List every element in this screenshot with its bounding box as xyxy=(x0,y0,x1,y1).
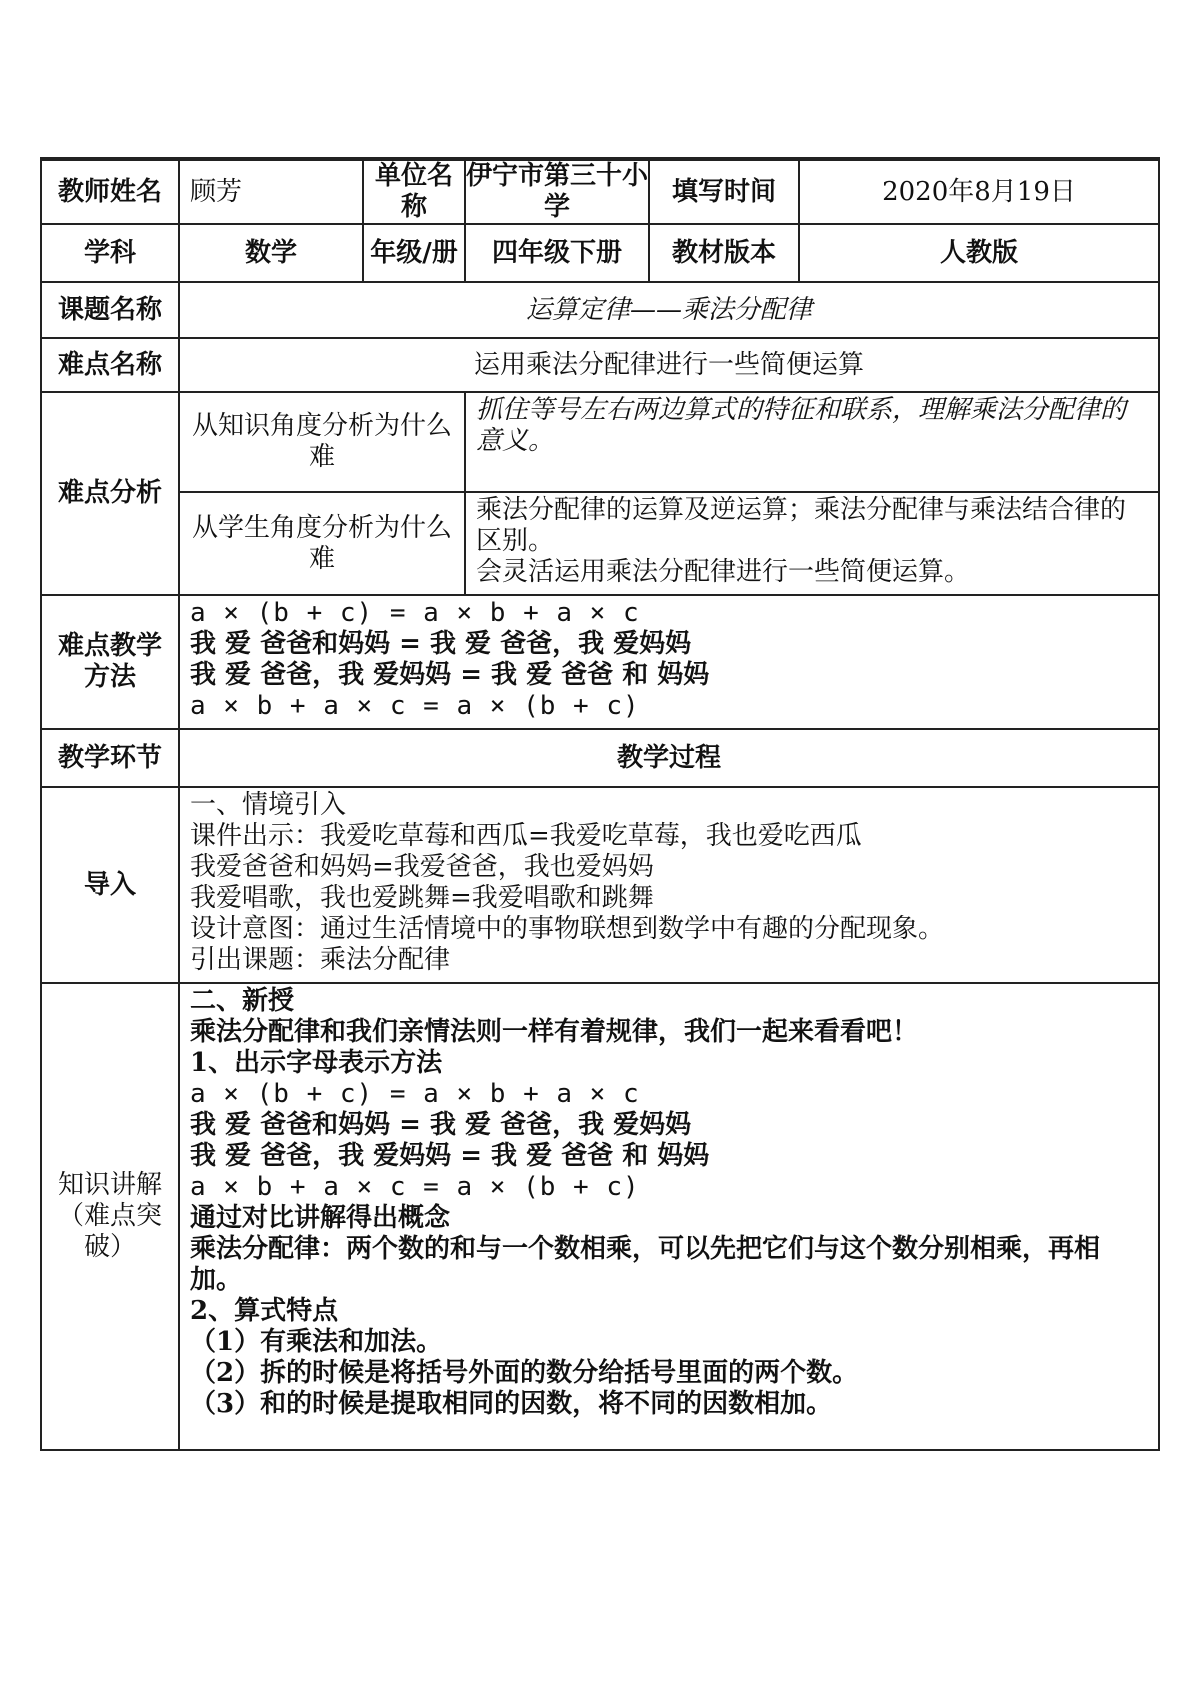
grade-value: 四年级下册 xyxy=(465,224,649,282)
intro-line: 引出课题：乘法分配律 xyxy=(190,945,451,975)
knowledge-angle-label: 从知识角度分析为什么难 xyxy=(179,392,465,492)
lesson-line: 乘法分配律和我们亲情法则一样有着规律，我们一起来看看吧！ xyxy=(190,1017,919,1047)
method-sentence-1: 我 爱 爸爸和妈妈 = 我 爱 爸爸，我 爱妈妈 xyxy=(190,629,692,659)
intro-line: 我爱唱歌，我也爱跳舞=我爱唱歌和跳舞 xyxy=(190,883,654,913)
student-line-1: 乘法分配律的运算及逆运算；乘法分配律与乘法结合律的区别。 xyxy=(476,495,1127,556)
intro-line: 课件出示：我爱吃草莓和西瓜=我爱吃草莓，我也爱吃西瓜 xyxy=(190,821,862,851)
lesson-line: 1、出示字母表示方法 xyxy=(190,1048,443,1078)
method-sentence-2: 我 爱 爸爸，我 爱妈妈 = 我 爱 爸爸 和 妈妈 xyxy=(190,660,710,690)
intro-line: 一、情境引入 xyxy=(190,790,347,820)
process-value: 教学过程 xyxy=(179,729,1159,787)
student-angle-text xyxy=(465,492,1159,595)
intro-content xyxy=(179,787,1159,983)
date-value: 2020年8月19日 xyxy=(799,159,1159,224)
lesson-formula: a × (b + c) = a × b + a × c xyxy=(190,1079,640,1109)
lesson-formula: a × b + a × c = a × (b + c) xyxy=(190,1172,640,1202)
lesson-line: 二、新授 xyxy=(190,986,295,1016)
intro-label: 导入 xyxy=(41,787,179,983)
knowledge-angle-text: 抓住等号左右两边算式的特征和联系，理解乘法分配律的意义。 xyxy=(465,392,1159,492)
textbook-label: 教材版本 xyxy=(649,224,799,282)
method-formula-2: a × b + a × c = a × (b + c) xyxy=(190,691,640,721)
teacher-label: 教师姓名 xyxy=(41,159,179,224)
difficulty-value: 运用乘法分配律进行一些简便运算 xyxy=(179,338,1159,392)
lesson-line: （1）有乘法和加法。 xyxy=(190,1327,443,1357)
subject-value: 数学 xyxy=(179,224,363,282)
unit-label: 单位名称 xyxy=(363,159,465,224)
intro-line: 设计意图：通过生活情境中的事物联想到数学中有趣的分配现象。 xyxy=(190,914,945,944)
lesson-line: 我 爱 爸爸，我 爱妈妈 = 我 爱 爸爸 和 妈妈 xyxy=(190,1141,710,1171)
student-line-2: 会灵活运用乘法分配律进行一些简便运算。 xyxy=(476,557,971,587)
date-label: 填写时间 xyxy=(649,159,799,224)
student-angle-label: 从学生角度分析为什么难 xyxy=(179,492,465,595)
lesson-plan-table xyxy=(40,157,1160,1451)
topic-label: 课题名称 xyxy=(41,282,179,338)
topic-value: 运算定律——乘法分配律 xyxy=(179,282,1159,338)
method-formula-1: a × (b + c) = a × b + a × c xyxy=(190,598,640,628)
process-label: 教学环节 xyxy=(41,729,179,787)
lesson-line: （2）拆的时候是将括号外面的数分给括号里面的两个数。 xyxy=(190,1358,859,1388)
lesson-line: 乘法分配律：两个数的和与一个数相乘，可以先把它们与这个数分别相乘，再相加。 xyxy=(190,1234,1101,1295)
textbook-value: 人教版 xyxy=(799,224,1159,282)
difficulty-label: 难点名称 xyxy=(41,338,179,392)
lesson-label: 知识讲解（难点突破） xyxy=(41,983,179,1450)
lesson-content xyxy=(179,983,1159,1450)
subject-label: 学科 xyxy=(41,224,179,282)
method-content xyxy=(179,595,1159,729)
intro-line: 我爱爸爸和妈妈=我爱爸爸，我也爱妈妈 xyxy=(190,852,654,882)
unit-name: 伊宁市第三十小学 xyxy=(466,161,649,222)
lesson-line: （3）和的时候是提取相同的因数，将不同的因数相加。 xyxy=(190,1389,833,1419)
grade-label: 年级/册 xyxy=(363,224,465,282)
analysis-label: 难点分析 xyxy=(41,392,179,595)
lesson-line: 通过对比讲解得出概念 xyxy=(190,1203,451,1233)
lesson-line: 2、算式特点 xyxy=(190,1296,339,1326)
method-label: 难点教学方法 xyxy=(41,595,179,729)
teacher-name: 顾芳 xyxy=(179,159,363,224)
lesson-line: 我 爱 爸爸和妈妈 = 我 爱 爸爸，我 爱妈妈 xyxy=(190,1110,692,1140)
